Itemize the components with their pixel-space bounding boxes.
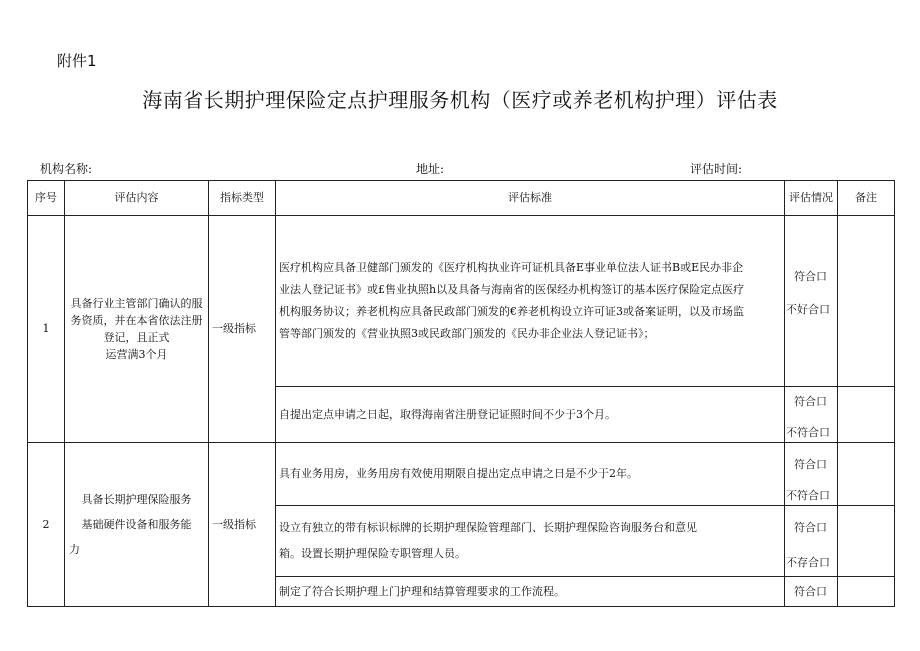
- col-header-type: 指标类型: [209, 181, 276, 216]
- eval-time-label: 评估时间:: [690, 162, 743, 176]
- remark-cell: [838, 506, 895, 577]
- page-title: 海南省长期护理保险定点护理服务机构（医疗或养老机构护理）评估表: [142, 88, 778, 112]
- eval-standard-cell: [276, 216, 785, 387]
- eval-standard-cell: [276, 443, 785, 506]
- eval-status-cell: [785, 443, 838, 506]
- remark-cell: [838, 216, 895, 387]
- status-compliant-checkbox[interactable]: 符合口: [794, 458, 827, 471]
- col-header-content: 评估内容: [65, 181, 209, 216]
- eval-standard-line: 机构服务协议；养老机构应具备民政部门颁发的€养老机构设立许可证3或备案证明，以及市场监: [279, 305, 744, 318]
- col-header-remark: 备注: [838, 181, 895, 216]
- address-label: 地址:: [416, 162, 445, 176]
- remark-cell: [838, 443, 895, 506]
- eval-standard-line: 设立有独立的带有标识标牌的长期护理保险管理部门、长期护理保险咨询服务台和意见: [279, 520, 697, 534]
- org-name-label: 机构名称:: [40, 162, 93, 176]
- row-number: 1: [28, 216, 65, 443]
- eval-content-line: 务资质，并在本省依法注册: [70, 313, 203, 327]
- eval-standard-cell: [276, 506, 785, 577]
- eval-status-cell: [785, 506, 838, 577]
- eval-standard-line: 医疗机构应具备卫健部门颁发的《医疗机构执业许可证机具备E事业单位法人证书B或E民办非企: [279, 261, 744, 274]
- eval-content-cell: [65, 216, 209, 443]
- status-compliant-checkbox[interactable]: 符合口: [794, 395, 827, 408]
- status-noncompliant-checkbox[interactable]: 不符合口: [786, 489, 830, 502]
- eval-status-cell: [785, 387, 838, 443]
- eval-standard-line: 业法人登记证书》或£售业执照h以及具备与海南省的医保经办机构签订的基本医疗保险定点医疗: [279, 283, 745, 296]
- table-row: [28, 443, 895, 506]
- remark-cell: [838, 387, 895, 443]
- eval-standard-line: 自提出定点申请之日起，取得海南省注册登记证照时间不少于3个月。: [279, 407, 616, 421]
- col-header-no: 序号: [28, 181, 65, 216]
- status-noncompliant-checkbox[interactable]: 不符合口: [786, 426, 830, 439]
- annex-label: 附件1: [57, 52, 97, 70]
- col-header-standard: 评估标准: [276, 181, 785, 216]
- eval-standard-line: 管等部门颁发的《营业执照3或民政部门颁发的《民办非企业法人登记证书》；: [279, 327, 655, 340]
- status-compliant-checkbox[interactable]: 符合口: [794, 521, 827, 534]
- eval-content-line: 力: [69, 543, 80, 557]
- table-row: [28, 216, 895, 387]
- remark-cell: [838, 577, 895, 607]
- eval-standard-line: 具有业务用房，业务用房有效使用期限自提出定点申请之日是不少于2年。: [279, 467, 638, 481]
- table-header-row: [28, 181, 895, 216]
- indicator-type: 一级指标: [209, 216, 276, 443]
- eval-status-cell: [785, 216, 838, 387]
- eval-standard-line: 制定了符合长期护理上门护理和结算管理要求的工作流程。: [279, 584, 565, 598]
- status-compliant-checkbox[interactable]: 符合口: [794, 585, 827, 598]
- eval-content-line: 运营满3个月: [105, 348, 168, 362]
- eval-standard-cell: [276, 577, 785, 607]
- eval-content-line: 具备长期护理保险服务: [81, 492, 192, 506]
- status-compliant-checkbox[interactable]: 符合口: [794, 270, 827, 283]
- eval-content-line: 具备行业主管部门确认的服: [70, 296, 203, 310]
- eval-status-cell: [785, 577, 838, 607]
- row-number: 2: [28, 443, 65, 607]
- eval-standard-line: 箱。设置长期护理保险专职管理人员。: [279, 547, 466, 560]
- indicator-type: 一级指标: [209, 443, 276, 607]
- eval-content-line: 登记，且正式: [103, 331, 170, 344]
- eval-content-cell: [65, 443, 209, 607]
- evaluation-table: [27, 180, 895, 607]
- status-noncompliant-checkbox[interactable]: 不好合口: [786, 303, 830, 316]
- status-noncompliant-checkbox[interactable]: 不存合口: [786, 556, 830, 569]
- eval-standard-cell: [276, 387, 785, 443]
- col-header-status: 评估情况: [785, 181, 838, 216]
- eval-content-line: 基础硬件设备和服务能: [81, 517, 192, 531]
